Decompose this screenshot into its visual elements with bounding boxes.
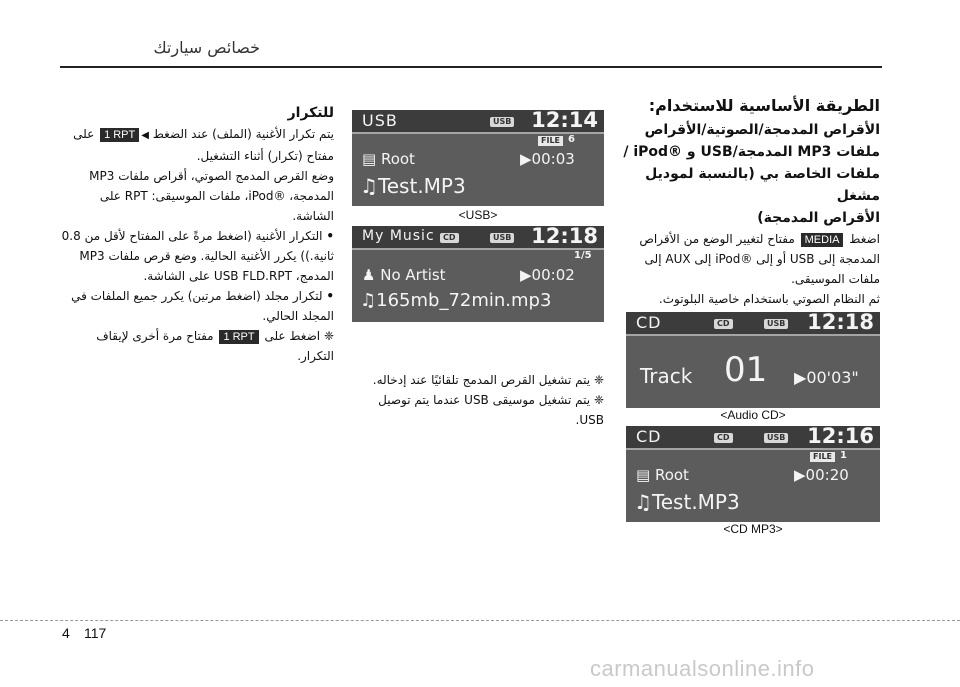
song-name: Test.MP3: [377, 174, 466, 198]
elapsed-time-value: 00'03": [806, 368, 859, 387]
usb-badge: USB: [490, 233, 514, 243]
track-number: 01: [724, 350, 768, 390]
rpt-key-chip: 1 RPT: [100, 128, 139, 142]
section-title: الطريقة الأساسية للاستخدام:: [648, 96, 880, 115]
triangle-left-icon: ◀: [141, 130, 149, 141]
source-label: My Music: [362, 228, 435, 244]
caption-cd-mp3: <CD MP3>: [723, 522, 783, 536]
song-line: [360, 174, 466, 198]
song-line: [360, 290, 551, 311]
person-icon: ♟: [362, 266, 381, 284]
cd-mp3-screen: [626, 426, 880, 522]
clock: 12:16: [807, 426, 874, 448]
usb-badge: USB: [764, 433, 788, 443]
bullet-2: [60, 286, 334, 326]
usb-badge: USB: [490, 117, 514, 127]
clock: 12:18: [531, 226, 598, 248]
source-label: CD: [636, 313, 662, 332]
cd-badge: CD: [714, 319, 733, 329]
file-number: 6: [568, 134, 575, 145]
page-number: 117: [84, 625, 107, 641]
header-divider: [60, 66, 882, 68]
bullet-1-text: التكرار الأغنية (اضغط مرةً على المفتاح لأقل من 0.8 ثانية.)) يكرر الأغنية الحالية. وضع قرص ملفات MP3 المدمج، USB FLD.RPT على الشاشة.: [61, 229, 334, 283]
clock: 12:14: [531, 110, 598, 132]
cd-badge: CD: [714, 433, 733, 443]
footer-divider: [0, 620, 960, 621]
screen-top-bar: [352, 226, 604, 250]
file-label: FILE: [810, 452, 835, 462]
song-name: Test.MP3: [651, 490, 740, 514]
repeat-note: [60, 326, 334, 366]
audio-cd-screen: [626, 312, 880, 408]
elapsed-time: ▶00:20: [794, 466, 849, 484]
subtitle-line-3: ملفات الخاصة بي (بالنسبة لموديل مشغل: [645, 166, 880, 204]
music-note-icon: ♫: [360, 290, 377, 311]
body-paragraph-2: ثم النظام الصوتي باستخدام خاصية البلوتوث.: [658, 292, 880, 306]
cd-badge: CD: [440, 233, 459, 243]
watermark-text: carmanualsonline.info: [590, 656, 815, 681]
repeat-line-1-pre: يتم تكرار الأغنية (الملف) عند الضغط: [152, 127, 334, 141]
note-2: [350, 390, 604, 430]
repeat-note-post: مفتاح مرة أخرى لإيقاف التكرار.: [96, 329, 334, 363]
usb-screen: [352, 110, 604, 206]
body-pre: اضغط: [849, 232, 880, 246]
usb-badge: USB: [764, 319, 788, 329]
rpt-key-chip-2: 1 RPT: [219, 330, 258, 344]
bullet-marker: •: [326, 229, 334, 243]
track-count: 1/5: [574, 250, 592, 261]
bullet-1: [60, 226, 334, 286]
folder-line: [362, 150, 415, 168]
bullet-2-text: لتكرار مجلد (اضغط مرتين) يكرر جميع الملفات في المجلد الحالي.: [71, 289, 334, 323]
caption-usb: <USB>: [458, 208, 498, 222]
screen-top-bar: [352, 110, 604, 134]
note-1-text: يتم تشغيل القرص المدمج تلقائيًا عند إدخاله.: [372, 373, 591, 387]
bullet-marker: •: [326, 289, 334, 303]
folder-name: Root: [654, 466, 689, 484]
repeat-title: للتكرار: [287, 105, 334, 121]
song-line: [634, 490, 740, 514]
middle-notes: [350, 370, 604, 430]
file-number: 1: [840, 450, 847, 461]
song-name: 165mb_72min.mp3: [376, 290, 552, 311]
repeat-note-pre: اضغط على: [264, 329, 321, 343]
music-note-icon: ♫: [634, 490, 652, 514]
clock: 12:18: [807, 312, 874, 334]
body-post: مفتاح لتغيير الوضع من الأقراص المدمجة إلى USB أو إلى ®iPod إلى AUX إلى ملفات الموسيقى.: [639, 232, 880, 286]
subtitle-line-2: ملفات MP3 المدمجة/USB و ®iPod /: [623, 144, 880, 160]
elapsed-time: ▶00:03: [520, 150, 575, 168]
body-paragraph: [618, 229, 880, 289]
chapter-number: 4: [62, 625, 70, 641]
folder-icon: ▤: [636, 466, 655, 484]
left-column: [60, 102, 334, 366]
page-header-title: خصائص سيارتك: [153, 38, 260, 57]
elapsed-time: ▶00'03": [794, 368, 859, 387]
track-label: Track: [640, 364, 693, 388]
elapsed-time-value: 00:20: [805, 466, 849, 484]
media-key-chip: MEDIA: [801, 233, 844, 247]
subtitle-line-1: الأقراص المدمجة/الصوتية/الأقراص: [644, 122, 880, 138]
note-2-text: يتم تشغيل موسيقى USB عندما يتم توصيل USB.: [378, 393, 604, 427]
caption-audio-cd: <Audio CD>: [720, 408, 786, 422]
screen-top-bar: [626, 426, 880, 450]
my-music-screen: [352, 226, 604, 322]
folder-line: [636, 466, 689, 484]
elapsed-time: ▶00:02: [520, 266, 575, 284]
repeat-line-1: [60, 124, 334, 166]
repeat-line-2: وضع القرص المدمج الصوتي، أقراص ملفات MP3 المدمجة، ®iPod، ملفات الموسيقى: RPT على الشاشة.: [89, 169, 334, 223]
music-note-icon: ♫: [360, 174, 378, 198]
source-label: USB: [362, 111, 398, 130]
elapsed-time-value: 00:02: [531, 266, 575, 284]
note-marker-icon: ❈: [593, 393, 604, 407]
folder-name: Root: [380, 150, 415, 168]
repeat-line-1-post: على مفتاح (تكرار) أثناء التشغيل.: [73, 127, 334, 163]
screen-top-bar: [626, 312, 880, 336]
source-label: CD: [636, 427, 662, 446]
file-label: FILE: [538, 136, 563, 146]
right-column: [618, 92, 880, 309]
note-1: [350, 370, 604, 390]
artist-line: [362, 266, 446, 284]
folder-icon: ▤: [362, 150, 381, 168]
note-marker-icon: ❈: [323, 329, 334, 343]
elapsed-time-value: 00:03: [531, 150, 575, 168]
subtitle-line-4: الأقراص المدمجة): [757, 210, 880, 226]
note-marker-icon: ❈: [593, 373, 604, 387]
artist-name: No Artist: [380, 266, 446, 284]
